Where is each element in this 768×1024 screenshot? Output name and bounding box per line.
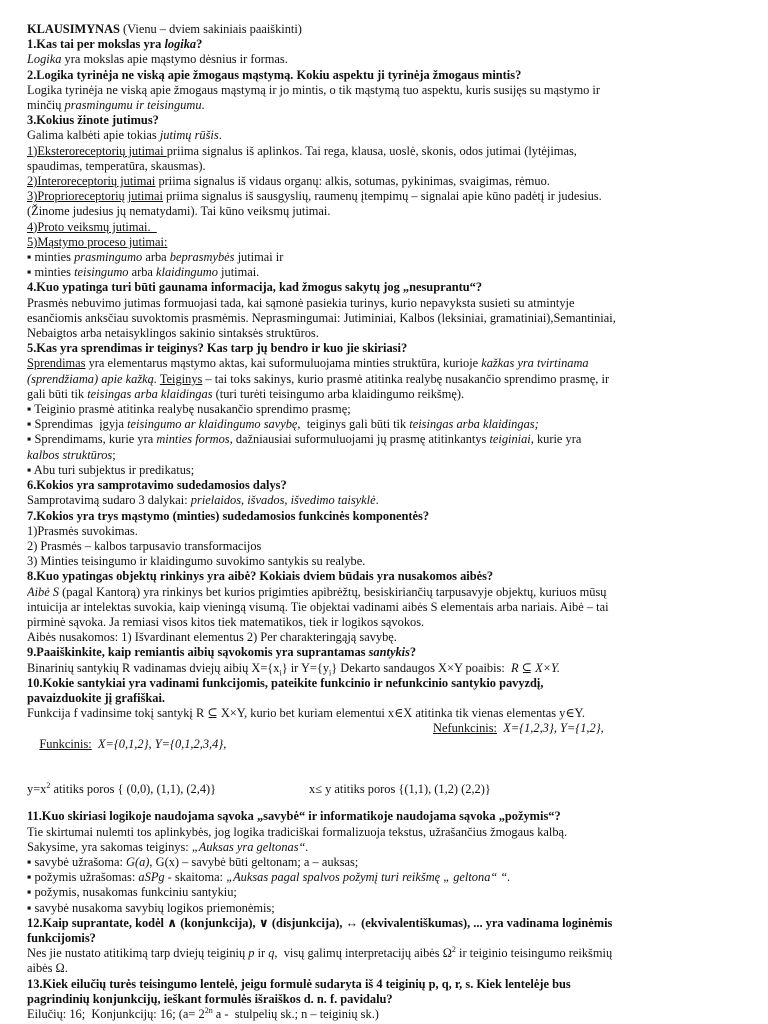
nonfunctional-label: Nefunkcinis: xyxy=(433,721,498,736)
answer-5-line-1: Sprendimas yra elementarus mąstymo aktas, kai suformuluojama minties struktūra, kurioje kažkas yra tvirtinama xyxy=(27,356,589,371)
answer-5-bullet-1: ▪ Teiginio prasmė atitinka realybę nusakančio sprendimo prasmę; xyxy=(27,402,351,417)
answer-10-examples xyxy=(27,721,767,782)
document-header xyxy=(27,22,767,37)
answer-12-line-2: aibės Ω. xyxy=(27,961,68,976)
answer-3-interoreceptors: 2)Interoreceptorių jutimai priima signalus iš vidaus organų: alkis, sotumas, pykinimas, svaigimas, rėmuo. xyxy=(27,174,550,189)
functional-label: Funkcinis: xyxy=(39,736,92,751)
document-title: KLAUSIMYNAS xyxy=(27,22,120,36)
answer-8-line-1: Aibė S (pagal Kantorą) yra rinkinys bet kurios prigimties apibrėžtų, besiskiriančių tarpusavyje objektų, kuriuos mūsų xyxy=(27,584,607,599)
answer-5-bullet-4: ▪ Abu turi subjektus ir predikatus; xyxy=(27,462,195,477)
question-3: 3.Kokius žinote jutimus? xyxy=(27,113,159,128)
answer-11-bullet-2: ▪ požymis užrašomas: aSPg - skaitoma: „Auksas pagal spalvos požymį turi reikšmę „ geltona“ “. xyxy=(27,870,511,885)
answer-3-proprioreceptors: 3)Proprioreceptorių jutimai priima signalus iš sausgyslių, raumenų įtempimų – signalai apie kūno padėtį ir judesius. xyxy=(27,189,602,204)
answer-13: Eilučių: 16; Konjunkcijų: 16; ($a= 2^{2n}$ a - stulpelių sk.; n – teiginių sk.) xyxy=(27,1007,379,1021)
answer-3-proprioreceptors-cont: (Žinome judesius jų nematydami). Tai kūno veiksmų jutimai. xyxy=(27,204,331,219)
answer-5-line-3: gali būti tik teisingas arba klaidingas (turi turėti teisingumo arba klaidingumo reikšmę). xyxy=(27,386,465,401)
question-5: 5.Kas yra sprendimas ir teiginys? Kas tarp jų bendro ir kuo jie skiriasi? xyxy=(27,341,408,356)
document-subtitle: (Vienu – dviem sakiniais paaiškinti) xyxy=(119,22,302,36)
answer-7-line-3: 3) Minties teisingumo ir klaidingumo suvokimo santykis su realybe. xyxy=(27,554,366,569)
answer-1: Logika yra mokslas apie mąstymo dėsnius ir formas. xyxy=(27,52,288,67)
question-12-line-1: 12.Kaip suprantate, kodėl ∧ (konjunkcija), ∨ (disjunkcija), ↔ (ekvivalentiškumas), ... yra vadinama loginėmis xyxy=(27,915,613,930)
answer-6: Samprotavimą sudaro 3 dalykai: prielaidos, išvados, išvedimo taisyklė. xyxy=(27,493,379,508)
answer-11-bullet-4: ▪ savybė nusakoma savybių logikos priemonėmis; xyxy=(27,900,275,915)
question-6: 6.Kokios yra samprotavimo sudedamosios dalys? xyxy=(27,478,287,493)
answer-8-line-2: intuicija ar intelektas suvokia, kaip vieningą visumą. Tie objektai vadinami aibės S elementais arba nariais. Aibė – tai xyxy=(27,599,609,614)
question-2: 2.Logika tyrinėja ne viską apie žmogaus mąstymą. Kokiu aspektu ji tyrinėja žmogaus mintis? xyxy=(27,67,522,82)
answer-3-mastymo: 5)Mąstymo proceso jutimai: xyxy=(27,234,168,249)
answer-2-line-1: Logika tyrinėja ne viską apie žmogaus mąstymą ir jo mintis, o tik mąstymą tuo aspektu, kuris susijęs su mąstymo ir xyxy=(27,82,600,97)
functional-pairs: $y=x^2$ atitiks poros { (0,0), (1,1), (2,4)} xyxy=(27,782,217,797)
answer-3-intro: Galima kalbėti apie tokias jutimų rūšis. xyxy=(27,128,222,143)
equivalence-symbol: ↔ xyxy=(345,915,358,930)
answer-7-line-2: 2) Prasmės – kalbos tarpusavio transformacijos xyxy=(27,538,262,553)
answer-3-exteroreceptors-cont: spaudimas, temperatūra, skausmas). xyxy=(27,158,206,173)
answer-3-bullet-1: ▪ minties prasmingumo arba beprasmybės jutimai ir xyxy=(27,250,284,265)
question-13-line-2: pagrindinių konjunkcijų, ieškant formulės išraiškos d. n. f. pavidalu? xyxy=(27,991,393,1006)
question-12-line-2: funkcijomis? xyxy=(27,930,96,945)
answer-10-pairs xyxy=(27,782,767,797)
answer-5-bullet-3: ▪ Sprendimams, kurie yra minties formos, dažniausiai suformuluojami jų prasmę atitinkantys teiginiai, kurie yra xyxy=(27,432,582,447)
question-13-line-1: 13.Kiek eilučių turės teisingumo lentelė, jeigu formulė sudaryta iš 4 teiginių p, q, r, s. Kiek lentelėje bus xyxy=(27,976,571,991)
question-1: 1.Kas tai per mokslas yra logika? xyxy=(27,37,203,52)
document-page xyxy=(27,0,767,1022)
answer-7-line-1: 1)Prasmės suvokimas. xyxy=(27,523,138,538)
answer-9: Binarinių santykių R vadinamas dviejų aibių $X=\{x_i\}$ ir $Y=\{y_i\}$ Dekarto sandaugos X×Y poaibis: R ⊆ X×Y. xyxy=(27,660,560,676)
answer-5-bullet-3-cont: kalbos struktūros; xyxy=(27,447,116,462)
question-8: 8.Kuo ypatingas objektų rinkinys yra aibė? Kokiais dviem būdais yra nusakomos aibės? xyxy=(27,569,494,584)
blank-line xyxy=(27,797,767,809)
answer-3-proto: 4)Proto veiksmų jutimai. xyxy=(27,219,157,234)
answer-11-bullet-1: ▪ savybė užrašoma: G(a), G(x) – savybė būti geltonam; a – auksas; xyxy=(27,854,359,869)
question-9: 9.Paaiškinkite, kaip remiantis aibių sąvokomis yra suprantamas santykis? xyxy=(27,645,417,660)
answer-10-line-1: Funkcija f vadinsime tokį santykį R ⊆ X×Y, kurio bet kuriam elementui x∈X atitinka tik vienas elementas y∈Y. xyxy=(27,706,585,721)
answer-5-line-2: (sprendžiama) apie kažką. Teiginys – tai toks sakinys, kurio prasmė atitinka realybę nusakančio sprendimo prasmę, ir xyxy=(27,371,610,386)
question-7: 7.Kokios yra trys mąstymo (minties) sudedamosios funkcinės komponentės? xyxy=(27,508,430,523)
answer-12-line-1: Nes jie nustato atitikimą tarp dviejų teiginių p ir q, visų galimų interpretacijų aibės $\Omega^2$ ir teiginio teisingumo reikšmių xyxy=(27,946,613,961)
answer-4-line-3: Nebaigtos arba netaisyklingos sakinio sintaksės struktūros. xyxy=(27,326,319,341)
nonfunctional-pairs: x≤ y atitiks poros {(1,1), (1,2) (2,2)} xyxy=(309,782,491,797)
answer-3-bullet-2: ▪ minties teisingumo arba klaidingumo jutimai. xyxy=(27,265,260,280)
question-11: 11.Kuo skiriasi logikoje naudojama sąvoka „savybė“ ir informatikoje naudojama sąvoka „požymis“? xyxy=(27,809,561,824)
answer-2-line-2: minčių prasmingumu ir teisingumu. xyxy=(27,98,205,113)
conjunction-symbol: ∧ xyxy=(167,915,178,930)
answer-4-line-1: Prasmės nebuvimo jutimas formuojasi tada, kai sąmonė pasiekia turinys, kurio nepavyksta susieti su atmintyje xyxy=(27,295,575,310)
answer-8-line-4: Aibės nusakomos: 1) Išvardinant elementus 2) Per charakteringąją savybę. xyxy=(27,630,397,645)
answer-5-bullet-2: ▪ Sprendimas įgyja teisingumo ar klaidingumo savybę, teiginys gali būti tik teisingas arba klaidingas; xyxy=(27,417,539,432)
answer-11-bullet-3: ▪ požymis, nusakomas funkciniu santykiu; xyxy=(27,885,237,900)
disjunction-symbol: ∨ xyxy=(258,915,269,930)
question-10-line-1: 10.Kokie santykiai yra vadinami funkcijomis, pateikite funkcinio ir nefunkcinio santykio pavyzdį, xyxy=(27,675,544,690)
answer-4-line-2: esančiomis anksčiau suvoktomis prasmėmis. Neprasmingumai: Jutiminiai, Kalbos (leksiniai, gramatiniai),Semantiniai, xyxy=(27,310,616,325)
answer-8-line-3: pirminė sąvoka. Ja remiasi visos kitos tiek matematikos, tiek ir logikos sąvokos. xyxy=(27,614,425,629)
functional-sets: X={0,1,2}, Y={0,1,2,3,4}, xyxy=(91,736,227,751)
question-10-line-2: pavaizduokite jį grafiškai. xyxy=(27,690,166,705)
question-4: 4.Kuo ypatinga turi būti gaunama informacija, kad žmogus sakytų jog „nesuprantu“? xyxy=(27,280,483,295)
answer-11-line-1: Tie skirtumai nulemti tos aplinkybės, jog logika tradiciškai formalizuoja tekstus, užrašančius žmogaus kalbą. xyxy=(27,824,568,839)
nonfunctional-sets: X={1,2,3}, Y={1,2}, xyxy=(497,721,604,736)
answer-11-line-2: Sakysime, yra sakomas teiginys: „Auksas yra geltonas“. xyxy=(27,839,309,854)
answer-3-exteroreceptors: 1)Eksteroreceptorių jutimai priima signalus iš aplinkos. Tai rega, klausa, uoslė, skonis, odos jutimai (lytėjimas, xyxy=(27,143,577,158)
